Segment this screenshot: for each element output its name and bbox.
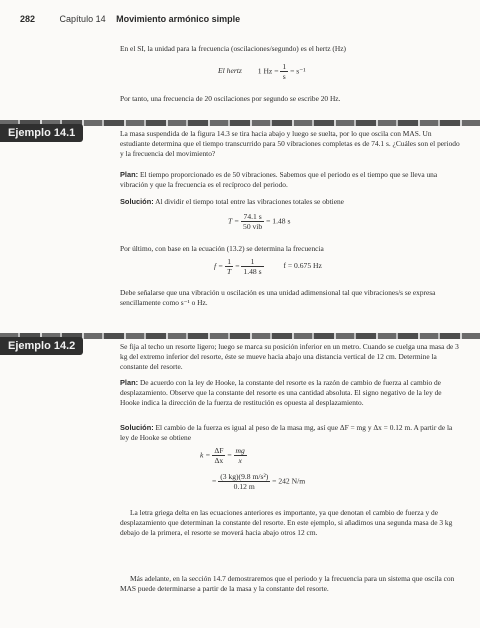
chapter-title: Movimiento armónico simple: [116, 14, 241, 24]
ex2-eq1-left: k =: [200, 450, 211, 460]
ex2-eq2-right: = 242 N/m: [272, 476, 306, 486]
example-2-result-equation: [212, 472, 305, 491]
example-1-plan-label: Plan:: [120, 170, 139, 179]
eq2-num-2: 1: [241, 257, 263, 267]
example-2-plan: [120, 378, 462, 409]
eq1-fraction: [241, 212, 264, 231]
hertz-right: = s⁻¹: [290, 66, 306, 76]
page-number: 282: [20, 14, 36, 24]
ex2-eq2-fraction: [218, 472, 270, 491]
eq2-num-1: 1: [225, 257, 233, 267]
eq2-den-2: 1.48 s: [243, 267, 262, 276]
example-1-badge: Ejemplo 14.1: [0, 124, 83, 142]
eq2-den-1: T: [227, 267, 232, 276]
ex2-eq1-num-2: mg: [235, 446, 245, 455]
hertz-label: El hertz: [218, 66, 242, 76]
ex2-eq2-num: (3 kg)(9.8 m/s²): [220, 472, 269, 481]
example-2-plan-text: De acuerdo con la ley de Hooke, la constante del resorte es la razón de cambio de fuerza al cambio de desplazamiento. Observe que la constante del resorte es una cantidad absoluta. El signo negativo de la ley de Hooke indica la dirección de la fuerza de restitución es opuesta al desplazamiento.: [120, 378, 442, 408]
eq2-fraction-2: [241, 257, 263, 276]
eq2-fraction-1: [225, 257, 233, 276]
hertz-den: s: [282, 72, 286, 81]
page-header: [20, 14, 240, 24]
ex2-eq1-num-1: ΔF: [214, 446, 224, 455]
ex2-eq1-mid: =: [227, 450, 232, 460]
closing-paragraph: Más adelante, en la sección 14.7 demostraremos que el periodo y la frecuencia para un sistema que oscila con MAS puede determinarse a partir de la masa y la constante del resorte.: [120, 574, 455, 594]
example-2-solution: [120, 423, 462, 443]
ex2-eq1-den-2: x: [238, 456, 242, 465]
example-1-statement: La masa suspendida de la figura 14.3 se tira hacia abajo y luego se suelta, por lo que oscila con MAS. Un estudiante determina que el tiempo transcurrido para 50 vibraciones completas es de 74.1 s. ¿Cuáles son el periodo y la frecuencia del movimiento?: [120, 129, 460, 159]
hertz-fraction: [280, 62, 288, 81]
chapter-label: Capítulo 14: [59, 14, 106, 24]
example-1-solution-label: Solución:: [120, 197, 154, 206]
hertz-num: 1: [282, 62, 287, 71]
ex2-eq1-fraction-1: [212, 446, 225, 465]
intro-paragraph: En el SI, la unidad para la frecuencia (oscilaciones/segundo) es el hertz (Hz): [120, 44, 346, 53]
example-2-solution-text: El cambio de la fuerza es igual al peso de la masa mg, así que ΔF = mg y Δx = 0.12 m. A partir de la ley de Hooke se obtiene: [120, 423, 453, 443]
eq1-den: 50 vib: [243, 222, 263, 231]
eq1-right: = 1.48 s: [266, 216, 291, 226]
intro-paragraph-2: Por tanto, una frecuencia de 20 oscilaciones por segundo se escribe 20 Hz.: [120, 94, 341, 103]
eq1-left: T =: [228, 216, 240, 226]
eq2-left: f =: [214, 261, 224, 271]
example-1-solution-text: Al dividir el tiempo total entre las vibraciones totales se obtiene: [155, 197, 344, 206]
example-1-frequency-equation: [214, 257, 454, 276]
example-1-note: Debe señalarse que una vibración u oscilación es una unidad adimensional tal que vibraciones/s se expresa sencillamente como s⁻¹ o Hz.: [120, 288, 436, 308]
example-2-badge: Ejemplo 14.2: [0, 337, 83, 355]
example-2-statement: Se fija al techo un resorte ligero; luego se marca su posición inferior en un metro. Cuando se cuelga una masa de 3 kg del extremo inferior del resorte, éste se mueve hacia abajo una distancia vertical de 12 cm. Determine la constante del resorte.: [120, 342, 459, 372]
example-1-plan: [120, 170, 462, 190]
ex2-eq1-fraction-2: [234, 446, 247, 465]
hertz-eq-left: 1 Hz =: [257, 66, 279, 76]
example-1-plan-text: El tiempo proporcionado es de 50 vibraciones. Sabemos que el periodo es el tiempo que se lleva una vibración y que la frecuencia es el recíproco del periodo.: [120, 170, 438, 190]
example-2-hooke-equation: [200, 446, 247, 465]
eq1-num: 74.1 s: [241, 212, 264, 222]
eq2-mid: =: [235, 261, 240, 271]
example-1-solution: [120, 197, 462, 207]
example-2-plan-label: Plan:: [120, 378, 139, 387]
ex2-eq2-left: =: [212, 476, 217, 486]
example-2-note: La letra griega delta en las ecuaciones anteriores es importante, ya que denotan el cambio de fuerza y de desplazamiento que determinan la constante del resorte. En este ejemplo, si añadimos una segunda masa de 3 kg debajo de la primera, el resorte se moverá hacia abajo otros 12 cm.: [120, 508, 453, 538]
example-1-period-equation: [228, 212, 290, 231]
example-2-solution-label: Solución:: [120, 423, 154, 432]
hertz-equation: [218, 62, 418, 81]
eq2-right: f = 0.675 Hz: [283, 261, 322, 271]
example-1-last-paragraph: Por último, con base en la ecuación (13.2) se determina la frecuencia: [120, 244, 324, 253]
ex2-eq2-den: 0.12 m: [233, 482, 255, 491]
ex2-eq1-den-1: Δx: [214, 456, 224, 465]
